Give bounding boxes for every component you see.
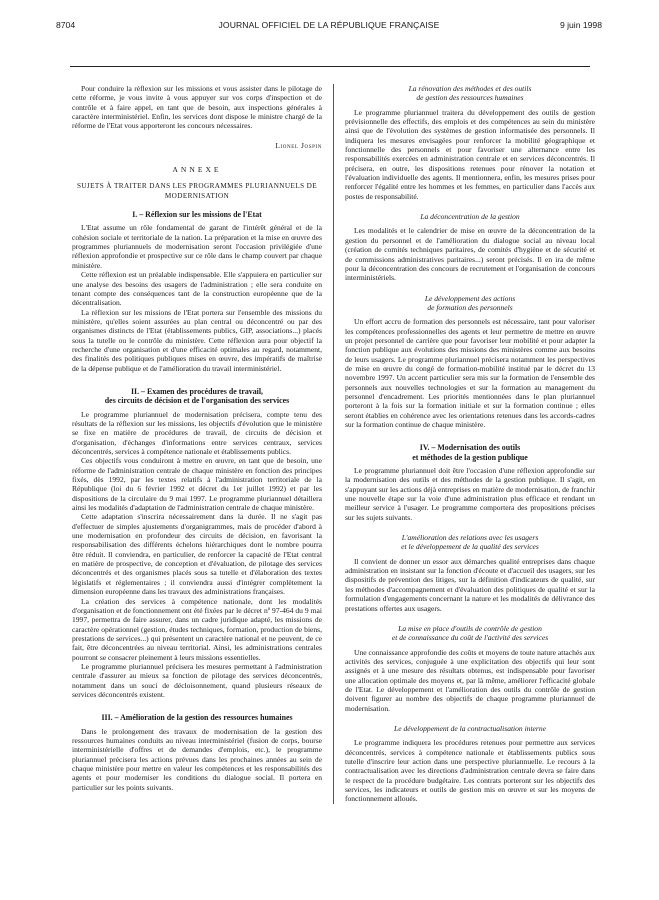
section-3-title: III. – Amélioration de la gestion des ressources humaines [101,713,293,723]
paragraph: Les modalités et le calendrier de mise en œuvre de la déconcentration de la gestion du personnel et de l'amélioration du dialogue social au niveau local (création de comités techniques paritaires, de comités d'hygiène et de sécurité et de commissions administratives paritaires...) seront précisés. Il en ira de même pour la déconcentration des concours de recrutement et l'organisation de concours interministériels. [345,226,595,283]
signature: Lionel Jospin [275,140,322,150]
paragraph: Le programme indiquera les procédures retenues pour permettre aux services déconcentrés, services à compétence nationale et établissements publics sous tutelle d'inscrire leur action dans une perspective pluriannuelle. Le recours à la contractualisation avec les directions d'administration centrale devra se faire dans le respect de la procédure budgétaire. Les contrats porteront sur les objectifs des services, les indicateurs et outils de gestion mis en œuvre et sur les moyens de fonctionnement alloués. [345,738,595,804]
subsection-title: La déconcentration de la gestion [420,212,520,222]
subsection-title-line: de gestion des ressources humaines [416,93,524,103]
subsection-title-line: La mise en place d'outils de contrôle de gestion [398,623,542,633]
subsection-title-line: Le développement des actions [424,293,516,303]
subsection-title-line: et de connaissance du coût de l'activité des services [391,633,549,643]
paragraph: La réflexion sur les missions de l'Etat portera sur l'ensemble des missions du ministère, qu'elles soient assurées au plan central ou déconcentré ou par des organismes distincts de l'Etat (établissements publics, GIP, associations...) placés sous la tutelle ou le contrôle du ministère. Cette réflexion aura pour objectif la recherche d'une organisation et d'une efficacité optimales au regard, notamment, des finalités des politiques publiques mises en œuvre, des impératifs de maîtrise de la dépense publique et de l'amélioration du travail interministériel. [72,307,322,373]
header-rule [70,66,590,67]
paragraph: La création des services à compétence nationale, dont les modalités d'organisation et de fonctionnement ont été fixées par le décret nº 97-464 du 9 mai 1997, permettra de faire assurer, dans un cadre juridique adapté, les missions de caractère opérationnel (gestion, études techniques, formation, production de biens, prestations de services...) qui présentent un caractère national et ne peuvent, de ce fait, être déconcentrées au niveau territorial. Ainsi, les administrations centrales pourront se consacrer pleinement à leurs missions essentielles. [72,596,322,662]
subsection-title-line: de formation des personnels [427,302,513,312]
paragraph: Le programme pluriannuel de modernisation précisera, compte tenu des résultats de la réflexion sur les missions, les objectifs d'évolution que le ministère se fixe en matière de procédures de travail, de circuits de décision et d'organisation, d'échanges d'informations entre services centraux, services déconcentrés, services à compétence nationale et établissements publics. [72,409,322,456]
page-header [56,20,602,34]
section-1-title: I. – Réflexion sur les missions de l'Etat [132,210,262,220]
left-column [72,84,322,792]
section-2-title-line-1: II. – Examen des procédures de travail, [130,386,264,396]
subsection-title [345,84,595,103]
issue-date: 9 juin 1998 [559,20,602,30]
intro-paragraph: Pour conduire la réflexion sur les missions et vous assister dans le pilotage de cette réforme, je vous invite à vous appuyer sur vos corps d'inspection et de contrôle et à faire appel, en tant que de besoin, aux inspections générales à caractère interministériel. Enfin, les services dont dispose le ministre chargé de la réforme de l'Etat vous apporteront les concours nécessaires. [72,84,322,131]
paragraph: L'Etat assume un rôle fondamental de garant de l'intérêt général et de la cohésion sociale et territoriale de la nation. La préparation et la mise en œuvre des programmes pluriannuels de modernisation seront l'occasion privilégiée d'une réflexion approfondie et prospective sur ce rôle dans le champ couvert par chaque ministère. [72,223,322,270]
subsection-title-line: L'amélioration des relations avec les usagers [401,533,539,543]
paragraph: Ces objectifs vous conduiront à mettre en œuvre, en tant que de besoin, une réforme de l'administration centrale de chaque ministère en fonction des principes fixés, dès 1992, par les textes relatifs à l'administration territoriale de la République (loi du 6 février 1992 et décret du 1er juillet 1992) et par les dispositions de la circulaire du 9 mai 1997. Le programme pluriannuel détaillera ainsi les modalités d'adaptation de l'administration centrale de chaque ministère. [72,456,322,513]
paragraph: Dans le prolongement des travaux de modernisation de la gestion des ressources humaines conduits au niveau interministériel (fusion de corps, bourse interministérielle d'offres et de demandes d'emplois, etc.), le programme pluriannuel précisera les actions prévues dans les prochaines années au sein de chaque ministère pour mettre en valeur les compétences et les responsabilités des agents et pour moderniser les conditions du dialogue social. Il portera en particulier sur les points suivants. [72,726,322,792]
journal-title: JOURNAL OFFICIEL DE LA RÉPUBLIQUE FRANÇAISE [218,20,440,30]
section-4-title-line-1: IV. – Modernisation des outils [419,443,521,453]
paragraph: Un effort accru de formation des personnels est nécessaire, tant pour valoriser les compétences professionnelles des agents et leur permettre de mettre en œuvre un projet personnel de carrière que pour favoriser leur mobilité et pour adapter la fonction publique aux évolutions des missions des ministères comme aux besoins de leurs usagers. Le programme pluriannuel précisera notamment les perspectives de mise en œuvre du congé de formation-mobilité institué par le décret du 13 novembre 1997. Un accent particulier sera mis sur la formation de l'ensemble des personnels aux nouvelles technologies et sur la formation au management du personnel d'encadrement. Les priorités mentionnées dans le plan pluriannuel porteront à la fois sur la formation initiale et sur la formation continue ; elles seront établies en cohérence avec les orientations retenues dans les accords-cadres sur la formation continue de chaque ministère. [345,317,595,429]
subsection-title [345,533,595,552]
section-4-title-line-2: et méthodes de la gestion publique [412,452,528,462]
paragraph: Le programme pluriannuel précisera les mesures permettant à l'administration centrale d'assurer au mieux sa fonction de pilotage des services déconcentrés, notamment dans un souci de décloisonnement, quand plusieurs réseaux de services déconcentrés existent. [72,661,322,699]
paragraph: Le programme pluriannuel doit être l'occasion d'une réflexion approfondie sur la modernisation des outils et des méthodes de la gestion publique. Il s'agit, en s'appuyant sur les actions déjà entreprises en matière de modernisation, de franchir une nouvelle étape sur la voie d'une administration plus efficace et rendant un meilleur service à l'usager. Le programme comportera des propositions précises sur les sujets suivants. [345,466,595,522]
paragraph: Cette réflexion est un préalable indispensable. Elle s'appuiera en particulier sur une analyse des besoins des usagers de l'administration ; elle sera conduite en tenant compte des conséquences tant de la construction européenne que de la décentralisation. [72,270,322,308]
column-separator [333,84,334,804]
section-2-title [72,387,322,406]
right-column [345,84,595,804]
annexe-subtitle: SUJETS À TRAITER DANS LES PROGRAMMES PLURIANNUELS DE MODERNISATION [76,182,318,200]
subsection-title [345,624,595,643]
subsection-title: Le développement de la contractualisation interne [394,723,546,733]
page-number: 8704 [56,20,76,30]
subsection-title-line: et le développement de la qualité des services [401,542,539,552]
paragraph: Le programme pluriannuel traitera du développement des outils de gestion prévisionnelle des effectifs, des emplois et des compétences au sein du ministère ainsi que de l'évolution des systèmes de gestion informatisée des personnels. Il indiquera les mesures envisagées pour renforcer la mobilité géographique et fonctionnelle des personnels et pour favoriser une alternance entre les responsabilités exercées en administration centrale et en services déconcentrés. Il précisera, en outre, les dispositions retenues pour rénover la notation et l'évaluation individuelle des agents. Il mentionnera, enfin, les mesures prises pour renforcer l'égalité entre les hommes et les femmes, en particulier dans l'accès aux postes de responsabilité. [345,107,595,201]
section-4-title [345,443,595,462]
paragraph: Il convient de donner un essor aux démarches qualité entreprises dans chaque administration en insistant sur la fonction d'écoute et d'accueil des usagers, sur les dispositifs de prévention des litiges, sur la définition d'indicateurs de qualité, sur les méthodes d'accompagnement et d'évaluation des politiques de qualité et sur la formulation d'engagements concernant la nature et les modalités de délivrance des prestations offertes aux usagers. [345,556,595,613]
subsection-title-line: La rénovation des méthodes et des outils [408,84,532,93]
annexe-heading: ANNEXE [172,165,222,175]
paragraph: Une connaissance approfondie des coûts et moyens de toute nature attachés aux activités des services, conjuguée à une explicitation des objectifs qui leur sont assignés et à une mesure des résultats obtenus, est indispensable pour favoriser une allocation optimale des moyens et, par là même, améliorer l'efficacité globale de l'Etat. Le développement et l'amélioration des outils du contrôle de gestion doivent figurer au nombre des objectifs de chaque programme pluriannuel de modernisation. [345,647,595,713]
subsection-title [345,294,595,313]
section-2-title-line-2: des circuits de décision et de l'organisation des services [104,396,290,406]
paragraph: Cette adaptation s'inscrira nécessairement dans la durée. Il ne s'agit pas d'effectuer de simples ajustements d'organigrammes, mais de procéder d'abord à une modernisation en profondeur des circuits de décision, en favorisant la responsabilisation des différents échelons hiérarchiques dont le nombre pourra être réduit. Il conviendra, en particulier, de renforcer la capacité de l'Etat central en matière de prospective, de conception et d'évaluation, de pilotage des services déconcentrés et des organismes placés sous sa tutelle et d'élaboration des textes législatifs et réglementaires ; il conviendra aussi d'intégrer complètement la dimension européenne dans les travaux des administrations françaises. [72,512,322,597]
